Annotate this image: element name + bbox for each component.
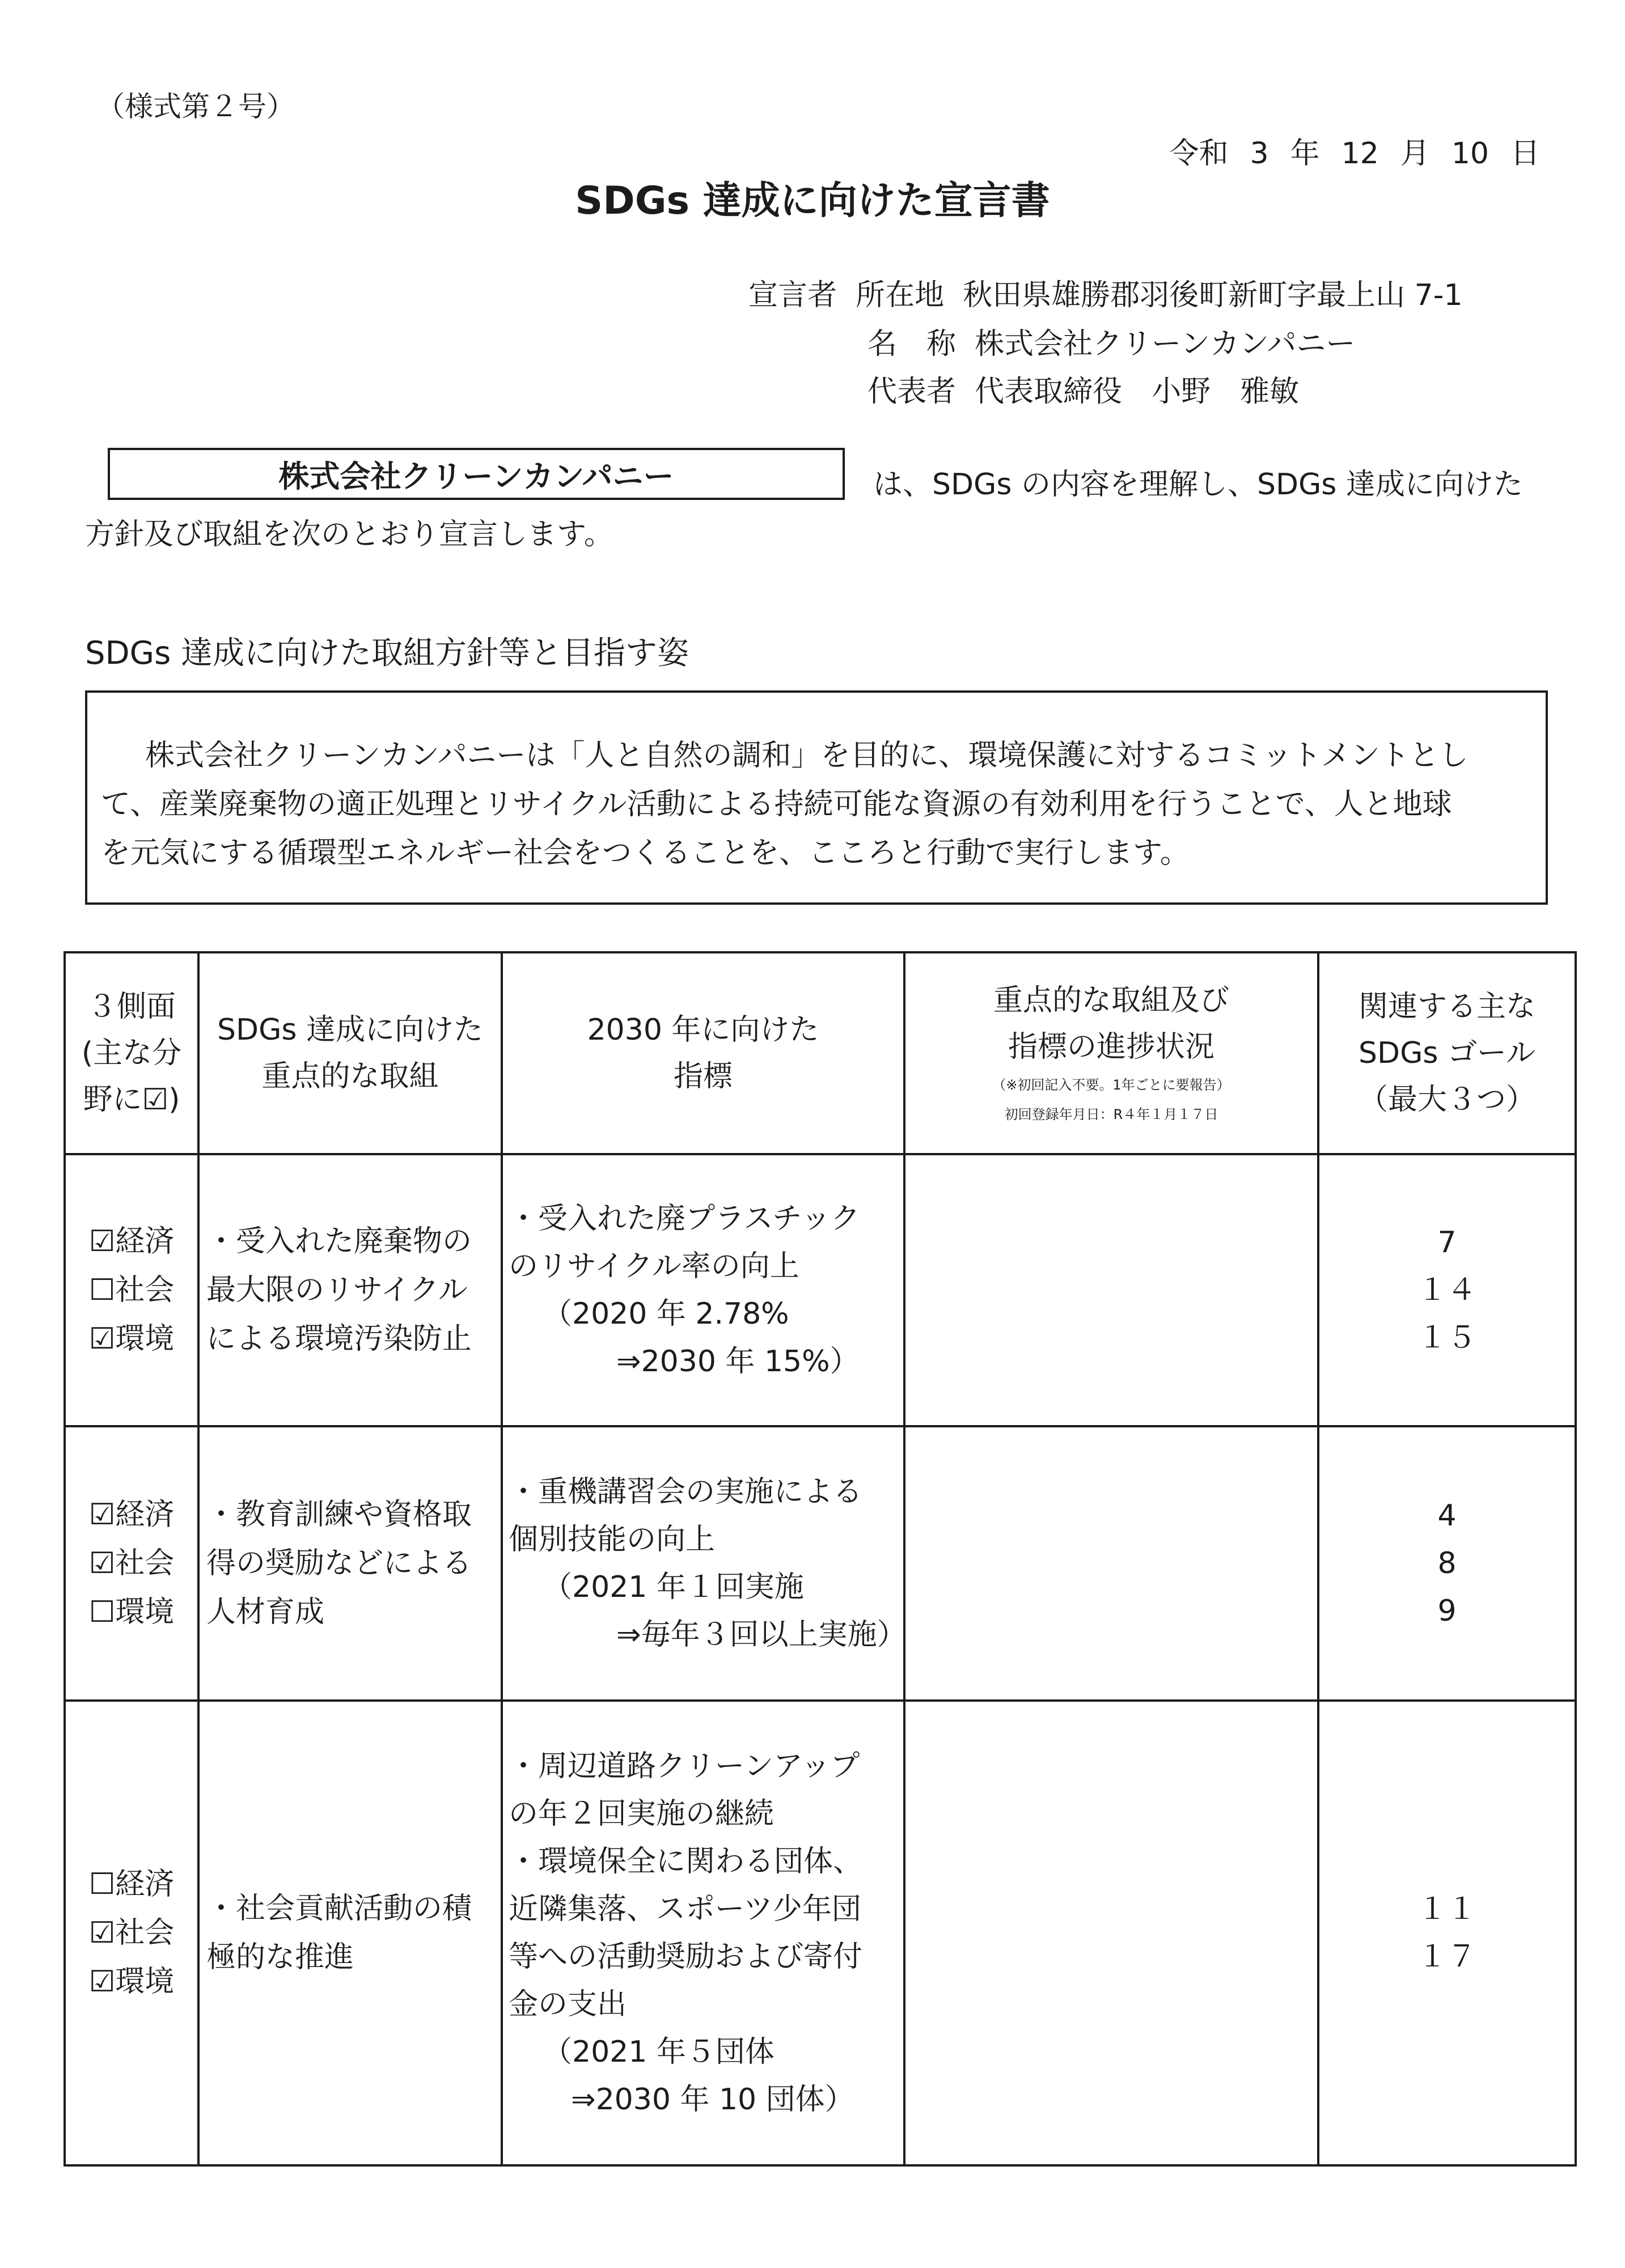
company-name-box: 株式会社クリーンカンパニー	[108, 448, 845, 500]
indicator-line: ⇒2030 年 10 団体）	[571, 2083, 854, 2117]
header-aspect	[65, 952, 198, 1154]
table-row	[65, 1426, 1576, 1701]
focus-line: 極的な推進	[206, 1940, 354, 1974]
declaration-date	[1170, 129, 1541, 172]
header-focus-line: SDGs 達成に向けた	[217, 1013, 483, 1047]
goal-number: 4	[1437, 1499, 1457, 1533]
declarant-name-line	[867, 320, 1355, 362]
indicator-line: 近隣集落、スポーツ少年団	[509, 1892, 861, 1926]
rep-label: 代表者	[867, 375, 957, 409]
focus-cell	[198, 1701, 502, 2165]
goals-cell	[1318, 1426, 1576, 1701]
focus-line: 得の奨励などによる	[206, 1546, 472, 1580]
focus-line: ・教育訓練や資格取	[206, 1498, 472, 1532]
table-row	[65, 1701, 1576, 2165]
date-month: 12	[1341, 137, 1379, 171]
indicator-line: ・周辺道路クリーンアップ	[509, 1749, 860, 1783]
aspect-checkbox: ☐環境	[88, 1595, 175, 1629]
date-year: 3	[1250, 137, 1269, 171]
header-focus-line: 重点的な取組	[261, 1059, 439, 1093]
policy-line: を元気にする循環型エネルギー社会をつくることを、こころと行動で実行します。	[101, 836, 1190, 870]
header-goals-line: SDGs ゴール	[1359, 1036, 1535, 1070]
name-label: 名 称	[867, 327, 957, 361]
header-aspect-line: (主な分	[81, 1036, 182, 1070]
focus-line: 最大限のリサイクル	[206, 1273, 468, 1307]
table-row	[65, 1154, 1576, 1426]
document-title: SDGs 達成に向けた宣言書	[575, 179, 1050, 223]
sdgs-table	[64, 951, 1577, 2167]
table-header-row	[65, 952, 1576, 1154]
indicator-line: 個別技能の向上	[509, 1523, 716, 1557]
progress-cell	[904, 1701, 1318, 2165]
aspect-cell	[65, 1701, 198, 2165]
aspect-checkbox: ☑社会	[88, 1916, 175, 1950]
header-indicator-line: 2030 年に向けた	[587, 1013, 819, 1047]
declarant-address-line	[748, 271, 1463, 313]
aspect-checkbox: ☑環境	[88, 1965, 175, 1999]
address-label: 所在地	[856, 278, 945, 312]
indicator-line: （2021 年５団体	[543, 2035, 775, 2069]
address-value: 秋田県雄勝郡羽後町新町字最上山 7-1	[963, 278, 1463, 312]
policy-box	[85, 690, 1548, 905]
indicator-line: ・重機講習会の実施による	[509, 1475, 863, 1509]
header-focus	[198, 952, 502, 1154]
indicator-line: 等への活動奨励および寄付	[509, 1940, 863, 1974]
form-number: （様式第２号）	[96, 90, 295, 123]
focus-cell	[198, 1426, 502, 1701]
indicator-cell	[502, 1426, 907, 1701]
aspect-checkbox: ☐経済	[88, 1867, 175, 1901]
header-goals-line: （最大３つ）	[1358, 1083, 1535, 1117]
header-indicator	[502, 952, 904, 1154]
goal-number: 8	[1437, 1546, 1457, 1580]
aspect-cell	[65, 1426, 198, 1701]
intro-line-2: 方針及び取組を次のとおり宣言します。	[85, 518, 613, 552]
indicator-line: の年２回実施の継続	[509, 1797, 775, 1831]
header-aspect-line: 野に☑)	[83, 1083, 180, 1117]
aspect-checkbox: ☐社会	[88, 1273, 175, 1307]
policy-line: て、産業廃棄物の適正処理とリサイクル活動による持続可能な資源の有効利用を行うことで、人と地球	[101, 787, 1452, 821]
goals-cell	[1318, 1701, 1576, 2165]
indicator-line: （2021 年１回実施	[543, 1570, 804, 1604]
progress-cell	[904, 1154, 1318, 1426]
goal-number: １７	[1417, 1940, 1476, 1974]
date-day-unit: 日	[1510, 137, 1540, 171]
focus-line: ・受入れた廃棄物の	[206, 1224, 472, 1258]
goal-number: １５	[1417, 1321, 1476, 1355]
rep-value: 代表取締役 小野 雅敏	[975, 375, 1300, 409]
header-progress	[904, 952, 1318, 1154]
focus-line: ・社会貢献活動の積	[206, 1892, 472, 1926]
date-year-unit: 年	[1290, 137, 1320, 171]
header-progress-line: 重点的な取組及び	[993, 983, 1229, 1018]
aspect-checkbox: ☑経済	[88, 1224, 175, 1258]
indicator-line: のリサイクル率の向上	[509, 1249, 799, 1283]
goals-cell	[1318, 1154, 1576, 1426]
indicator-line: ・受入れた廃プラスチック	[509, 1202, 860, 1236]
goal-number: １１	[1417, 1892, 1476, 1926]
aspect-checkbox: ☑社会	[88, 1546, 175, 1580]
indicator-cell	[502, 1701, 904, 2165]
progress-cell	[904, 1426, 1318, 1701]
declarant-rep-line	[867, 367, 1299, 410]
indicator-line: ⇒毎年３回以上実施）	[616, 1618, 907, 1652]
indicator-line: ⇒2030 年 15%）	[616, 1345, 860, 1379]
goal-number: １４	[1417, 1273, 1476, 1307]
indicator-line: 金の支出	[509, 1987, 627, 2021]
goal-number: 7	[1437, 1226, 1457, 1260]
header-progress-date: 初回登録年月日：R４年１月１７日	[1004, 1107, 1218, 1122]
indicator-cell	[502, 1154, 904, 1426]
header-progress-line: 指標の進捗状況	[1008, 1030, 1214, 1064]
declarant-label: 宣言者	[748, 278, 837, 312]
section-title: SDGs 達成に向けた取組方針等と目指す姿	[85, 635, 689, 672]
date-day: 10	[1451, 137, 1489, 171]
indicator-line: ・環境保全に関わる団体、	[509, 1845, 863, 1879]
aspect-checkbox: ☑環境	[88, 1322, 175, 1356]
name-value: 株式会社クリーンカンパニー	[975, 327, 1356, 361]
focus-line: による環境汚染防止	[206, 1322, 472, 1356]
aspect-checkbox: ☑経済	[88, 1498, 175, 1532]
focus-line: 人材育成	[206, 1595, 325, 1629]
aspect-cell	[65, 1154, 198, 1426]
header-goals	[1318, 952, 1576, 1154]
goal-number: 9	[1437, 1594, 1457, 1628]
indicator-line: （2020 年 2.78%	[543, 1297, 789, 1331]
header-aspect-line: ３側面	[87, 990, 176, 1024]
header-goals-line: 関連する主な	[1358, 990, 1535, 1024]
date-month-unit: 月	[1400, 137, 1430, 171]
policy-line: 株式会社クリーンカンパニーは「人と自然の調和」を目的に、環境保護に対するコミットメントとし	[145, 739, 1469, 773]
header-indicator-line: 指標	[673, 1059, 733, 1093]
intro-line-1: は、SDGs の内容を理解し、SDGs 達成に向けた	[873, 468, 1523, 502]
focus-cell	[198, 1154, 502, 1426]
date-era: 令和	[1169, 137, 1229, 171]
header-progress-note: （※初回記入不要。1年ごとに要報告）	[992, 1077, 1230, 1093]
